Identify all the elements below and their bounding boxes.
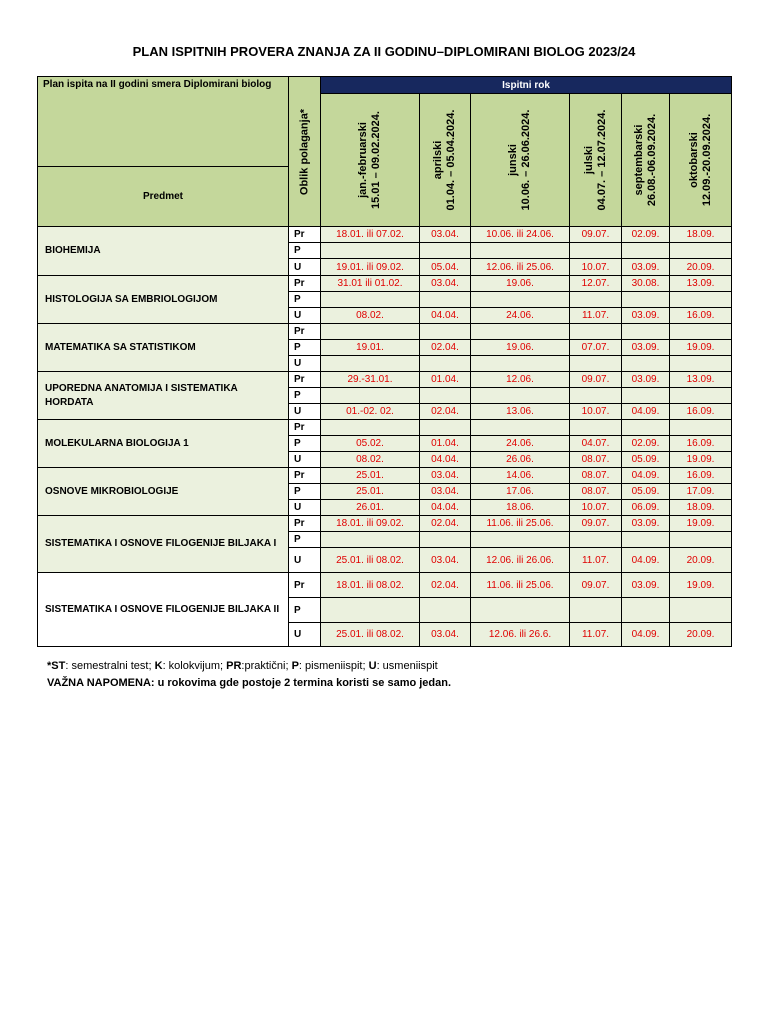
exam-date [670, 324, 732, 340]
table-row [38, 324, 732, 340]
legend-note: *ST: semestralni test; K: kolokvijum; PR:praktični; P: pismeniispit; U: usmeniispit [47, 660, 438, 672]
exam-date: 05.02. [321, 436, 420, 452]
exam-date: 16.09. [670, 308, 732, 324]
exam-date: 25.01. ili 08.02. [321, 623, 420, 647]
exam-date: 08.02. [321, 308, 420, 324]
period-range: 10.06. – 26.06.2024. [520, 109, 532, 211]
exam-date: 03.04. [420, 227, 471, 243]
exam-date [670, 243, 732, 259]
exam-date: 08.07. [570, 452, 622, 468]
period-header [471, 94, 570, 227]
period-label [357, 111, 383, 209]
exam-date [420, 292, 471, 308]
exam-date: 05.09. [622, 452, 670, 468]
exam-date: 31.01 ili 01.02. [321, 276, 420, 292]
exam-date [420, 532, 471, 548]
period-name: jan.-februarski [357, 122, 369, 198]
exam-date: 05.09. [622, 484, 670, 500]
exam-date: 03.09. [622, 516, 670, 532]
exam-date: 07.07. [570, 340, 622, 356]
exam-date: 03.04. [420, 548, 471, 573]
exam-date: 19.09. [670, 340, 732, 356]
exam-date [321, 532, 420, 548]
exam-date [622, 243, 670, 259]
subject-name: HISTOLOGIJA SA EMBRIOLOGIJOM [38, 276, 289, 324]
exam-date [471, 532, 570, 548]
exam-date: 19.01. ili 09.02. [321, 259, 420, 276]
period-name: aprilski [432, 140, 444, 180]
period-range: 15.01 – 09.02.2024. [370, 111, 382, 209]
exam-date [570, 598, 622, 623]
exam-date [670, 598, 732, 623]
exam-date [622, 532, 670, 548]
exam-type: Pr [289, 468, 321, 484]
exam-type: U [289, 356, 321, 372]
exam-date: 19.09. [670, 452, 732, 468]
period-range: 26.08.-06.09.2024. [645, 113, 658, 207]
exam-date: 12.06. ili 26.06. [471, 548, 570, 573]
exam-date [570, 388, 622, 404]
exam-date [570, 243, 622, 259]
exam-date: 03.04. [420, 276, 471, 292]
exam-date [321, 324, 420, 340]
exam-date: 19.09. [670, 516, 732, 532]
exam-date: 12.07. [570, 276, 622, 292]
exam-date: 25.01. ili 08.02. [321, 548, 420, 573]
exam-date: 19.06. [471, 340, 570, 356]
exam-type: Pr [289, 324, 321, 340]
exam-date: 24.06. [471, 436, 570, 452]
exam-date: 02.09. [622, 227, 670, 243]
period-name: septembarski [632, 124, 645, 196]
exam-date [471, 598, 570, 623]
exam-date: 02.04. [420, 516, 471, 532]
exam-date: 18.01. ili 07.02. [321, 227, 420, 243]
exam-date: 11.06. ili 25.06. [471, 516, 570, 532]
period-label [688, 114, 714, 206]
exam-date [670, 420, 732, 436]
exam-date [321, 356, 420, 372]
exam-type: Pr [289, 372, 321, 388]
exam-date: 03.04. [420, 484, 471, 500]
exam-date [321, 388, 420, 404]
exam-date: 24.06. [471, 308, 570, 324]
exam-date: 13.06. [471, 404, 570, 420]
exam-date [622, 324, 670, 340]
exam-date: 08.02. [321, 452, 420, 468]
exam-date [321, 598, 420, 623]
exam-date: 17.06. [471, 484, 570, 500]
exam-date: 08.07. [570, 468, 622, 484]
exam-date: 09.07. [570, 372, 622, 388]
exam-date: 01.04. [420, 436, 471, 452]
exam-date [622, 292, 670, 308]
exam-date: 03.09. [622, 340, 670, 356]
exam-date: 05.04. [420, 259, 471, 276]
exam-date: 26.01. [321, 500, 420, 516]
period-label [507, 110, 533, 211]
exam-type: U [289, 404, 321, 420]
exam-date: 20.09. [670, 623, 732, 647]
exam-date [420, 356, 471, 372]
exam-date: 10.07. [570, 259, 622, 276]
exam-date: 16.09. [670, 436, 732, 452]
table-row [38, 420, 732, 436]
exam-date: 17.09. [670, 484, 732, 500]
period-range: 12.09.-20.09.2024. [700, 113, 713, 207]
exam-date [670, 388, 732, 404]
exam-type: P [289, 340, 321, 356]
exam-date: 18.09. [670, 500, 732, 516]
exam-date: 01.04. [420, 372, 471, 388]
exam-date [420, 243, 471, 259]
exam-date [420, 598, 471, 623]
exam-type: Pr [289, 420, 321, 436]
period-range: 04.07. – 12.07.2024. [595, 109, 608, 211]
subject-name: UPOREDNA ANATOMIJA I SISTEMATIKA HORDATA [38, 372, 289, 420]
subject-name: MATEMATIKA SA STATISTIKOM [38, 324, 289, 372]
exam-date: 02.04. [420, 404, 471, 420]
exam-date: 04.04. [420, 500, 471, 516]
exam-date: 06.09. [622, 500, 670, 516]
exam-date [471, 243, 570, 259]
exam-date: 14.06. [471, 468, 570, 484]
subject-name: SISTEMATIKA I OSNOVE FILOGENIJE BILJAKA I [38, 516, 289, 573]
exam-date: 09.07. [570, 573, 622, 598]
table-row [38, 468, 732, 484]
exam-type: P [289, 484, 321, 500]
period-header [321, 94, 420, 227]
exam-date: 18.01. ili 08.02. [321, 573, 420, 598]
exam-date: 13.09. [670, 276, 732, 292]
exam-date: 18.06. [471, 500, 570, 516]
period-header [622, 94, 670, 227]
exam-date: 16.09. [670, 404, 732, 420]
predmet-header: Predmet [38, 167, 289, 227]
exam-date: 10.07. [570, 500, 622, 516]
exam-date: 01.-02. 02. [321, 404, 420, 420]
exam-type: Pr [289, 276, 321, 292]
exam-date: 10.06. ili 24.06. [471, 227, 570, 243]
exam-date: 04.04. [420, 452, 471, 468]
exam-date [471, 356, 570, 372]
exam-type: P [289, 292, 321, 308]
exam-date: 03.09. [622, 308, 670, 324]
exam-date: 13.09. [670, 372, 732, 388]
period-header [570, 94, 622, 227]
table-row [38, 516, 732, 532]
period-name: oktobarski [687, 132, 700, 188]
subject-name: OSNOVE MIKROBIOLOGIJE [38, 468, 289, 516]
exam-date: 10.07. [570, 404, 622, 420]
exam-date [570, 292, 622, 308]
exam-type: U [289, 259, 321, 276]
exam-type: Pr [289, 227, 321, 243]
exam-type: U [289, 623, 321, 647]
exam-date: 19.01. [321, 340, 420, 356]
exam-date: 20.09. [670, 259, 732, 276]
exam-type: U [289, 452, 321, 468]
period-label [432, 110, 458, 211]
exam-date: 12.06. ili 26.6. [471, 623, 570, 647]
exam-date [420, 324, 471, 340]
exam-date: 11.06. ili 25.06. [471, 573, 570, 598]
exam-type: U [289, 548, 321, 573]
exam-type: U [289, 308, 321, 324]
period-header [670, 94, 732, 227]
exam-type: Pr [289, 516, 321, 532]
period-name: julski [582, 145, 595, 175]
exam-type: U [289, 500, 321, 516]
exam-date: 11.07. [570, 308, 622, 324]
table-row [38, 372, 732, 388]
exam-schedule-table [37, 76, 732, 647]
exam-date: 25.01. [321, 468, 420, 484]
exam-type: P [289, 598, 321, 623]
exam-date: 12.06. [471, 372, 570, 388]
exam-date: 19.06. [471, 276, 570, 292]
exam-date: 18.01. ili 09.02. [321, 516, 420, 532]
exam-date: 02.04. [420, 573, 471, 598]
exam-date: 04.09. [622, 548, 670, 573]
exam-type: P [289, 436, 321, 452]
exam-date: 02.04. [420, 340, 471, 356]
subject-name: BIOHEMIJA [38, 227, 289, 276]
subject-name: SISTEMATIKA I OSNOVE FILOGENIJE BILJAKA II [38, 573, 289, 647]
exam-date: 30.08. [622, 276, 670, 292]
table-row [38, 227, 732, 243]
exam-date: 18.09. [670, 227, 732, 243]
exam-date: 04.04. [420, 308, 471, 324]
exam-date [670, 356, 732, 372]
plan-header: Plan ispita na II godini smera Diplomirani biolog [38, 77, 289, 167]
exam-date: 04.09. [622, 468, 670, 484]
important-note: VAŽNA NAPOMENA: u rokovima gde postoje 2 termina koristi se samo jedan. [47, 677, 452, 689]
exam-date: 11.07. [570, 623, 622, 647]
exam-type: Pr [289, 573, 321, 598]
exam-date [622, 420, 670, 436]
exam-date [471, 388, 570, 404]
exam-date: 11.07. [570, 548, 622, 573]
exam-date: 03.04. [420, 623, 471, 647]
exam-date: 19.09. [670, 573, 732, 598]
period-label [633, 114, 659, 206]
exam-date [622, 598, 670, 623]
period-header [420, 94, 471, 227]
exam-date: 03.04. [420, 468, 471, 484]
page-title: PLAN ISPITNIH PROVERA ZNANJA ZA II GODINU–DIPLOMIRANI BIOLOG 2023/24 [132, 44, 636, 59]
exam-date [321, 292, 420, 308]
exam-date: 03.09. [622, 372, 670, 388]
exam-date: 25.01. [321, 484, 420, 500]
oblik-polaganja-header [289, 77, 321, 227]
exam-date: 04.07. [570, 436, 622, 452]
exam-date: 09.07. [570, 516, 622, 532]
exam-date: 02.09. [622, 436, 670, 452]
exam-date [471, 420, 570, 436]
exam-date: 12.06. ili 25.06. [471, 259, 570, 276]
exam-date [420, 420, 471, 436]
exam-date: 09.07. [570, 227, 622, 243]
subject-name: MOLEKULARNA BIOLOGIJA 1 [38, 420, 289, 468]
exam-date: 03.09. [622, 259, 670, 276]
exam-date: 03.09. [622, 573, 670, 598]
exam-date [570, 420, 622, 436]
exam-date: 20.09. [670, 548, 732, 573]
ispitni-rok-header: Ispitni rok [321, 77, 732, 94]
exam-date: 29.-31.01. [321, 372, 420, 388]
exam-date [321, 243, 420, 259]
exam-date [321, 420, 420, 436]
exam-date [570, 532, 622, 548]
exam-type: P [289, 243, 321, 259]
exam-type: P [289, 388, 321, 404]
oblik-polaganja-label: Oblik polaganja* [298, 108, 310, 195]
exam-date [471, 292, 570, 308]
table-row [38, 276, 732, 292]
exam-date: 04.09. [622, 404, 670, 420]
exam-date [420, 388, 471, 404]
exam-date [670, 292, 732, 308]
exam-type: P [289, 532, 321, 548]
exam-date: 04.09. [622, 623, 670, 647]
exam-date: 26.06. [471, 452, 570, 468]
exam-date [471, 324, 570, 340]
exam-date [622, 388, 670, 404]
exam-date [622, 356, 670, 372]
exam-date: 16.09. [670, 468, 732, 484]
exam-date: 08.07. [570, 484, 622, 500]
exam-date [670, 532, 732, 548]
period-range: 01.04. – 05.04.2024. [445, 109, 457, 211]
period-name: junski [507, 144, 519, 176]
table-row [38, 573, 732, 598]
exam-date [570, 324, 622, 340]
period-label [583, 110, 609, 211]
exam-date [570, 356, 622, 372]
